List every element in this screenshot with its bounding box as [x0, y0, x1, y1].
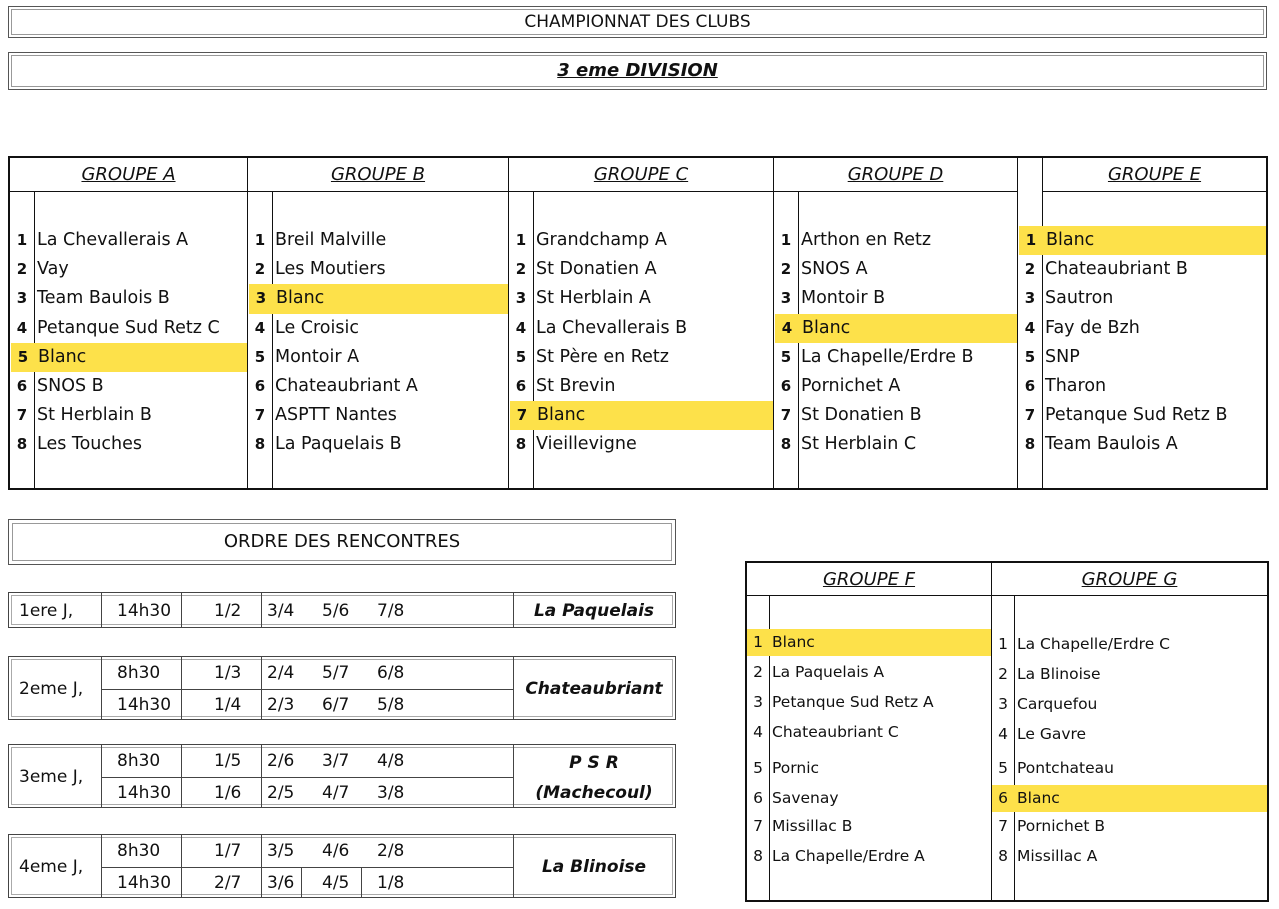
team-row [747, 629, 991, 656]
team-number: 2 [16, 260, 28, 279]
match-pairing: 3/4 [267, 601, 295, 621]
groups-table-bottom [745, 561, 1269, 902]
team-row [509, 284, 773, 313]
team-name: Le Gavre [1017, 725, 1087, 743]
team-number: 8 [753, 847, 763, 865]
column-divider [513, 835, 514, 897]
team-row [1018, 255, 1266, 284]
team-list [774, 226, 1017, 460]
group-header: GROUPE C [509, 158, 773, 192]
team-row [774, 284, 1017, 313]
match-pairing: 4/6 [322, 841, 350, 861]
team-row [747, 785, 991, 812]
team-row [509, 430, 773, 459]
team-number: 6 [254, 376, 266, 395]
match-time: 14h30 [117, 695, 172, 715]
team-row [774, 430, 1017, 459]
match-pairing: 3/8 [377, 783, 405, 803]
group-header: GROUPE G [992, 563, 1267, 596]
day-row [8, 592, 676, 628]
column-divider [181, 835, 182, 897]
team-number: 2 [254, 260, 266, 279]
team-row [10, 284, 247, 313]
team-row [11, 343, 247, 372]
team-number: 1 [753, 633, 763, 651]
team-number: 7 [1024, 406, 1036, 425]
column-divider [513, 593, 514, 627]
team-name: Team Baulois B [37, 288, 170, 309]
match-time: 8h30 [117, 751, 161, 771]
team-name: Vieillevigne [536, 434, 637, 455]
column-divider [181, 657, 182, 719]
team-name: St Père en Retz [536, 346, 669, 367]
group-column [774, 158, 1018, 488]
team-row [992, 661, 1267, 688]
team-number: 1 [16, 231, 28, 249]
team-row [509, 226, 773, 255]
team-row [774, 226, 1017, 255]
group-header: GROUPE D [774, 158, 1017, 192]
team-row [10, 226, 247, 255]
team-name: Chateaubriant B [1045, 259, 1188, 280]
team-list [509, 226, 773, 460]
team-number: 3 [780, 289, 792, 308]
team-name: La Chapelle/Erdre B [801, 346, 974, 367]
team-row [248, 314, 508, 343]
team-number: 4 [16, 318, 28, 337]
team-name: Petanque Sud Retz C [37, 317, 220, 338]
column-divider [513, 657, 514, 719]
team-name: SNP [1045, 346, 1080, 367]
groups-table-top [8, 156, 1268, 490]
team-name: Fay de Bzh [1045, 317, 1140, 338]
group-header: GROUPE F [747, 563, 991, 596]
group-column [509, 158, 774, 488]
team-name: La Chevallerais A [37, 230, 189, 250]
match-pairing: 1/3 [214, 663, 242, 683]
team-row [992, 691, 1267, 718]
venue-name: P S R [569, 753, 619, 773]
team-name: Pornic [772, 759, 820, 777]
team-row [992, 755, 1267, 782]
team-number: 8 [1024, 435, 1036, 454]
team-number: 4 [254, 318, 266, 337]
match-pairing: 6/7 [322, 695, 350, 715]
team-number: 4 [515, 318, 527, 337]
column-divider [101, 745, 102, 807]
group-header: GROUPE B [248, 158, 508, 192]
team-row [10, 430, 247, 459]
team-name: Blanc [772, 633, 815, 651]
team-name: Missillac B [772, 817, 853, 835]
team-name: Pontchateau [1017, 759, 1114, 777]
team-list [248, 226, 508, 460]
team-row [1018, 343, 1266, 372]
team-number: 2 [515, 260, 527, 279]
team-name: Petanque Sud Retz A [772, 693, 934, 711]
team-name: Blanc [802, 317, 851, 338]
match-pairing: 1/5 [214, 751, 242, 771]
match-pairing: 1/6 [214, 783, 242, 803]
group-column [747, 563, 992, 900]
team-row [248, 343, 508, 372]
match-pairing: 5/6 [322, 601, 350, 621]
team-name: Blanc [1046, 230, 1095, 250]
team-number: 5 [1024, 347, 1036, 366]
team-name: Tharon [1045, 375, 1107, 396]
team-name: Blanc [38, 346, 87, 367]
team-number: 7 [16, 406, 28, 425]
team-row [747, 843, 991, 870]
team-row [747, 813, 991, 840]
team-row [510, 401, 773, 430]
team-number: 3 [1024, 289, 1036, 308]
match-pairing: 4/8 [377, 751, 405, 771]
match-pairing: 2/7 [214, 873, 242, 893]
team-name: Montoir A [275, 346, 360, 367]
match-pairing: 2/8 [377, 841, 405, 861]
team-row [747, 719, 991, 746]
team-row [509, 372, 773, 401]
team-row [10, 401, 247, 430]
team-name: La Blinoise [1017, 665, 1101, 683]
group-column [10, 158, 248, 488]
team-name: Blanc [537, 405, 586, 426]
team-row [747, 689, 991, 716]
team-row [1018, 372, 1266, 401]
team-row [248, 430, 508, 459]
team-row [774, 401, 1017, 430]
team-number: 7 [753, 817, 763, 835]
column-divider [181, 593, 182, 627]
team-name: Grandchamp A [536, 230, 667, 250]
match-pairing: 3/7 [322, 751, 350, 771]
venue-name: La Paquelais [533, 601, 655, 621]
team-number: 6 [16, 376, 28, 395]
team-number: 1 [780, 231, 792, 249]
team-row [992, 813, 1267, 840]
column-divider [101, 593, 102, 627]
team-name: St Donatien B [801, 405, 922, 426]
team-row [10, 372, 247, 401]
group-column [992, 563, 1267, 900]
match-time: 14h30 [117, 873, 172, 893]
team-number: 1 [515, 231, 527, 249]
team-name: Petanque Sud Retz B [1045, 405, 1228, 426]
team-name: SNOS B [37, 375, 104, 396]
venue-subname: (Machecoul) [535, 783, 653, 803]
column-divider [261, 835, 262, 897]
team-row [747, 755, 991, 782]
team-number: 1 [254, 231, 266, 249]
column-divider [261, 657, 262, 719]
team-name: Breil Malville [275, 230, 387, 250]
team-number: 5 [998, 759, 1008, 777]
team-number: 3 [753, 693, 763, 711]
team-name: Chateaubriant A [275, 375, 418, 396]
team-number: 8 [515, 435, 527, 454]
day-row [8, 744, 676, 808]
ordre-title: ORDRE DES RENCONTRES [223, 531, 461, 552]
team-name: St Herblain A [536, 288, 651, 309]
team-row [992, 843, 1267, 870]
page-title: CHAMPIONNAT DES CLUBS [524, 12, 751, 32]
team-name: St Herblain B [37, 405, 152, 426]
day-label: 2eme J, [19, 679, 84, 699]
team-number: 3 [515, 289, 527, 308]
day-label: 3eme J, [19, 767, 84, 787]
team-name: Les Touches [37, 434, 142, 455]
group-header: GROUPE E [1043, 158, 1266, 192]
match-pairing: 1/2 [214, 601, 242, 621]
team-row [775, 314, 1017, 343]
team-row [1018, 314, 1266, 343]
match-pairing: 1/7 [214, 841, 242, 861]
match-pairing: 2/4 [267, 663, 295, 683]
team-name: Missillac A [1017, 847, 1098, 865]
team-name: St Herblain C [801, 434, 917, 455]
team-name: Chateaubriant C [772, 723, 899, 741]
column-divider [361, 867, 362, 897]
day-label: 4eme J, [19, 857, 84, 877]
team-number: 4 [781, 318, 793, 337]
group-column [248, 158, 509, 488]
team-number: 5 [515, 347, 527, 366]
team-row [747, 659, 991, 686]
team-number: 3 [998, 695, 1008, 713]
team-number: 7 [998, 817, 1008, 835]
team-row [992, 631, 1267, 658]
team-number: 3 [255, 289, 267, 308]
team-row [1018, 401, 1266, 430]
match-pairing: 5/7 [322, 663, 350, 683]
team-row [774, 343, 1017, 372]
match-pairing: 1/4 [214, 695, 242, 715]
team-name: Vay [37, 259, 69, 280]
team-row [248, 401, 508, 430]
match-time: 14h30 [117, 601, 172, 621]
team-list [10, 226, 247, 460]
venue-name: Chateaubriant [525, 679, 663, 699]
ordre-banner [8, 519, 676, 565]
team-row [992, 785, 1267, 812]
title-banner [8, 6, 1267, 38]
team-row [249, 284, 508, 313]
team-name: Pornichet A [801, 375, 901, 396]
row-divider [101, 689, 513, 690]
team-name: Blanc [276, 288, 325, 309]
column-divider [101, 657, 102, 719]
match-pairing: 2/3 [267, 695, 295, 715]
team-number: 1 [1025, 231, 1037, 249]
column-divider [181, 745, 182, 807]
team-number: 1 [998, 635, 1008, 653]
team-name: ASPTT Nantes [275, 405, 397, 426]
team-row [10, 314, 247, 343]
team-name: Blanc [1017, 789, 1060, 807]
match-time: 8h30 [117, 663, 161, 683]
column-divider [261, 593, 262, 627]
team-row [992, 721, 1267, 748]
match-pairing: 1/8 [377, 873, 405, 893]
team-number: 5 [780, 347, 792, 366]
team-number: 8 [16, 435, 28, 454]
group-header: GROUPE A [10, 158, 247, 192]
team-row [1019, 226, 1266, 255]
team-name: Carquefou [1017, 695, 1098, 713]
team-number: 7 [516, 406, 528, 425]
team-name: Team Baulois A [1045, 434, 1178, 455]
match-pairing: 2/6 [267, 751, 295, 771]
team-number: 4 [998, 725, 1008, 743]
team-number: 2 [753, 663, 763, 681]
match-pairing: 6/8 [377, 663, 405, 683]
match-pairing: 4/5 [322, 873, 350, 893]
team-name: Les Moutiers [275, 259, 386, 280]
team-number: 4 [1024, 318, 1036, 337]
team-number: 5 [17, 347, 29, 366]
team-name: Pornichet B [1017, 817, 1106, 835]
day-row [8, 834, 676, 898]
team-name: Arthon en Retz [801, 230, 932, 250]
column-divider [261, 745, 262, 807]
team-number: 6 [998, 789, 1008, 807]
team-number: 8 [254, 435, 266, 454]
row-divider [101, 777, 513, 778]
team-name: Savenay [772, 789, 839, 807]
day-row [8, 656, 676, 720]
team-row [248, 372, 508, 401]
team-row [1018, 430, 1266, 459]
team-row [774, 255, 1017, 284]
team-number: 5 [753, 759, 763, 777]
team-row [248, 226, 508, 255]
team-name: SNOS A [801, 259, 868, 280]
team-name: Sautron [1045, 288, 1114, 309]
team-row [509, 343, 773, 372]
team-number: 6 [753, 789, 763, 807]
team-number: 6 [515, 376, 527, 395]
match-time: 8h30 [117, 841, 161, 861]
team-number: 8 [780, 435, 792, 454]
team-name: Le Croisic [275, 317, 359, 338]
match-pairing: 4/7 [322, 783, 350, 803]
column-divider [301, 867, 302, 897]
team-number: 3 [16, 289, 28, 308]
team-name: La Chevallerais B [536, 317, 688, 338]
team-row [774, 372, 1017, 401]
row-divider [101, 867, 513, 868]
team-number: 8 [998, 847, 1008, 865]
team-name: St Donatien A [536, 259, 657, 280]
team-row [509, 314, 773, 343]
team-number: 2 [780, 260, 792, 279]
day-label: 1ere J, [19, 601, 74, 621]
team-name: La Paquelais A [772, 663, 885, 681]
team-row [10, 255, 247, 284]
team-number: 6 [1024, 376, 1036, 395]
team-name: St Brevin [536, 375, 616, 396]
match-pairing: 2/5 [267, 783, 295, 803]
team-number: 2 [1024, 260, 1036, 279]
team-row [509, 255, 773, 284]
match-pairing: 7/8 [377, 601, 405, 621]
team-name: Montoir B [801, 288, 886, 309]
team-number: 2 [998, 665, 1008, 683]
venue-name: La Blinoise [541, 857, 647, 877]
team-row [1018, 284, 1266, 313]
match-time: 14h30 [117, 783, 172, 803]
match-pairing: 5/8 [377, 695, 405, 715]
match-pairing: 3/6 [267, 873, 295, 893]
column-divider [101, 835, 102, 897]
team-name: La Chapelle/Erdre C [1017, 635, 1171, 653]
match-pairing: 3/5 [267, 841, 295, 861]
team-number: 7 [254, 406, 266, 425]
group-column [1018, 158, 1266, 488]
team-number: 7 [780, 406, 792, 425]
division-title: 3 eme DIVISION [557, 60, 718, 81]
team-list [1018, 226, 1266, 460]
division-banner [8, 52, 1267, 90]
team-row [248, 255, 508, 284]
team-name: La Paquelais B [275, 434, 402, 455]
team-number: 4 [753, 723, 763, 741]
team-number: 5 [254, 347, 266, 366]
team-number: 6 [780, 376, 792, 395]
team-name: La Chapelle/Erdre A [772, 847, 925, 865]
column-divider [513, 745, 514, 807]
